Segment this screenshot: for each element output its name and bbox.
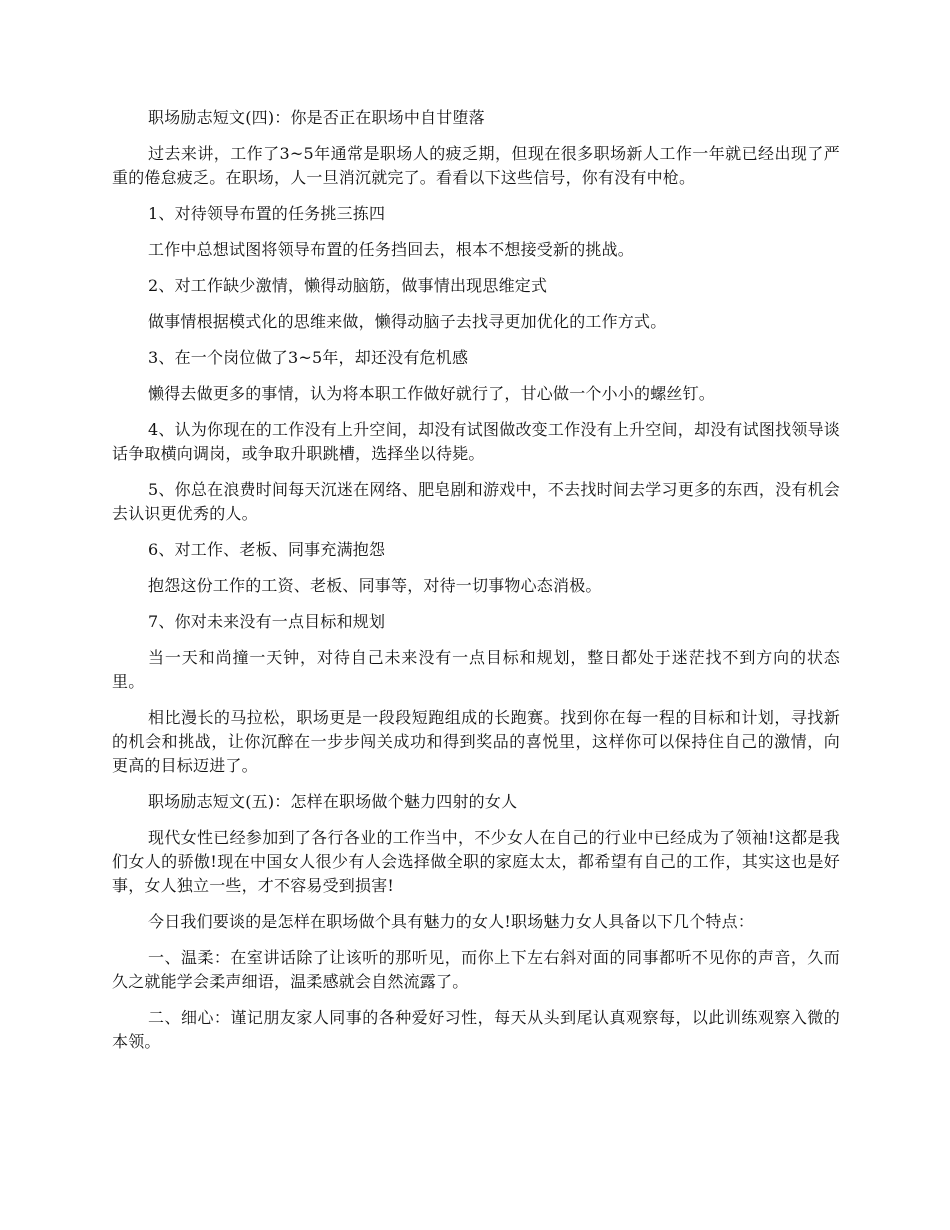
paragraph: 今日我们要谈的是怎样在职场做个具有魅力的女人!职场魅力女人具备以下几个特点： [148,912,755,931]
list-item-heading: 4、认为你现在的工作没有上升空间，却没有试图做改变工作没有上升空间，却没有试图找领导谈话争取横向调岗，或争取升职跳槽，选择坐以待毙。 [112,420,840,463]
list-item-heading: 3、在一个岗位做了3~5年，却还没有危机感 [148,348,469,367]
list-item-heading: 7、你对未来没有一点目标和规划 [148,612,386,631]
section-heading: 职场励志短文(五)：怎样在职场做个魅力四射的女人 [148,792,518,811]
paragraph: 二、细心：谨记朋友家人同事的各种爱好习性，每天从头到尾认真观察每，以此训练观察入微的本领。 [112,1008,840,1051]
list-item-heading: 2、对工作缺少激情，懒得动脑筋，做事情出现思维定式 [148,276,548,295]
section-heading: 职场励志短文(四)：你是否正在职场中自甘堕落 [148,108,485,127]
paragraph: 当一天和尚撞一天钟，对待自己未来没有一点目标和规划，整日都处于迷茫找不到方向的状态里。 [112,648,840,691]
paragraph: 一、温柔：在室讲话除了让该听的那听见，而你上下左右斜对面的同事都听不见你的声音，久而久之就能学会柔声细语，温柔感就会自然流露了。 [112,948,840,991]
paragraph: 抱怨这份工作的工资、老板、同事等，对待一切事物心态消极。 [148,576,602,595]
list-item-heading: 1、对待领导布置的任务挑三拣四 [148,204,386,223]
list-item-heading: 6、对工作、老板、同事充满抱怨 [148,540,386,559]
paragraph: 过去来讲，工作了3~5年通常是职场人的疲乏期，但现在很多职场新人工作一年就已经出现了严重的倦怠疲乏。在职场，人一旦消沉就完了。看看以下这些信号，你有没有中枪。 [112,144,840,187]
paragraph: 现代女性已经参加到了各行各业的工作当中，不少女人在自己的行业中已经成为了领袖!这都是我们女人的骄傲!现在中国女人很少有人会选择做全职的家庭太太，都希望有自己的工作，其实这也是好事，女人独立一些，才不容易受到损害! [112,828,840,895]
document-body [112,106,840,1066]
paragraph: 懒得去做更多的事情，认为将本职工作做好就行了，甘心做一个小小的螺丝钉。 [148,384,716,403]
list-item-heading: 5、你总在浪费时间每天沉迷在网络、肥皂剧和游戏中，不去找时间去学习更多的东西，没有机会去认识更优秀的人。 [112,480,840,523]
paragraph: 工作中总想试图将领导布置的任务挡回去，根本不想接受新的挑战。 [148,240,635,259]
paragraph: 相比漫长的马拉松，职场更是一段段短跑组成的长跑赛。找到你在每一程的目标和计划，寻找新的机会和挑战，让你沉醉在一步步闯关成功和得到奖品的喜悦里，这样你可以保持住自己的激情，向更高的目标迈进了。 [112,708,840,775]
paragraph: 做事情根据模式化的思维来做，懒得动脑子去找寻更加优化的工作方式。 [148,312,667,331]
